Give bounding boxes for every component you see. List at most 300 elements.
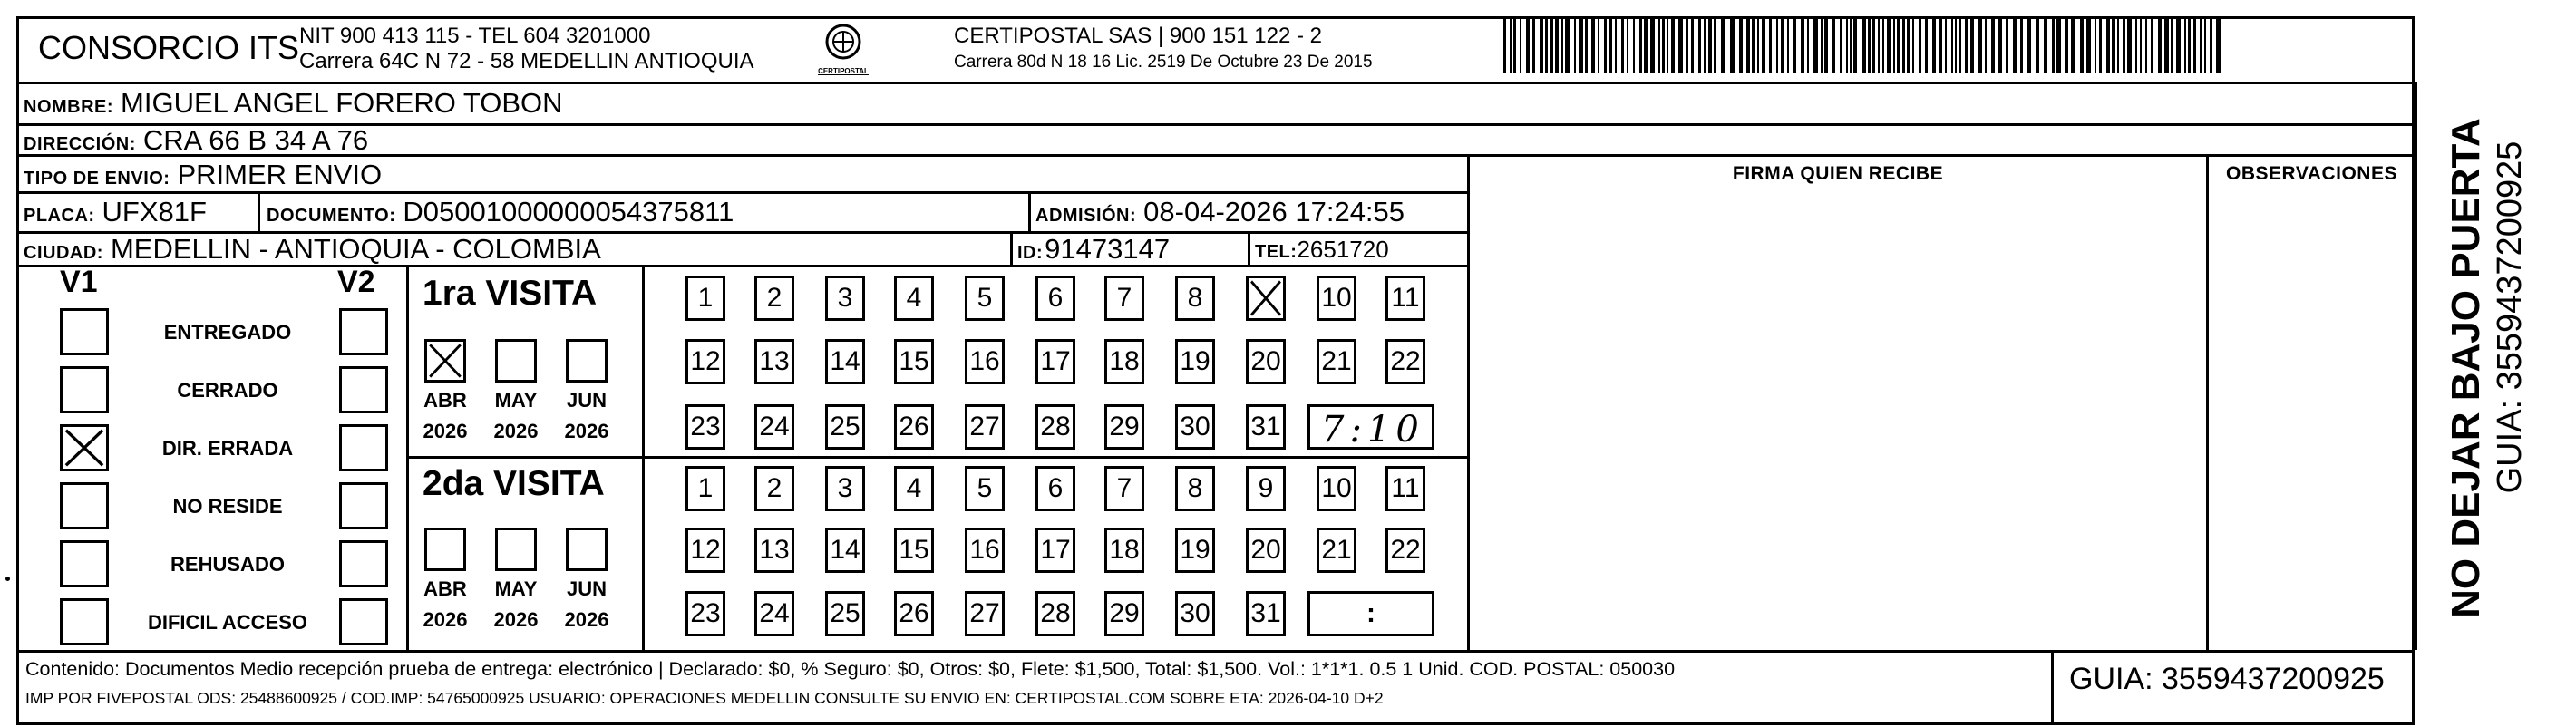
barcode-bar [1912,16,1914,73]
day-checkbox[interactable] [1385,466,1425,511]
barcode-bar [2151,16,2153,73]
nombre-value: MIGUEL ANGEL FORERO TOBON [121,87,563,119]
day-checkbox[interactable] [965,404,1005,450]
barcode-bar [1704,16,1706,73]
visit2-time-value: : [1366,598,1375,628]
day-checkbox[interactable] [1317,466,1356,511]
barcode-bar [2117,16,2119,73]
day-checkbox[interactable] [965,466,1005,511]
barcode-bar [1840,16,1842,73]
barcode-bar [2044,16,2047,73]
day-number: 6 [1047,283,1064,313]
day-number: 9 [1258,473,1274,503]
company-name: CONSORCIO ITS [38,29,300,66]
day-checkbox[interactable] [1104,591,1144,636]
day-number: 31 [1250,598,1281,628]
barcode-bar [2123,16,2125,73]
day-number: 3 [837,473,853,503]
tel-cell [1255,236,1389,264]
barcode-bar [1739,16,1743,73]
day-checkbox[interactable] [1246,404,1286,450]
signature-column-divider [1467,154,1470,650]
barcode-bar [2188,16,2191,73]
barcode-bar [1932,16,1936,73]
day-checkbox[interactable] [965,276,1005,321]
day-number: 15 [899,535,929,565]
barcode-bar [1730,16,1735,73]
day-number: 26 [899,598,929,628]
barcode-bar [1821,16,1823,73]
ciudad-cell [24,233,601,266]
admision-label: ADMISIÓN: [1035,206,1137,226]
barcode-bar [1801,16,1804,73]
barcode-bar [1832,16,1835,73]
barcode-bar [1510,16,1512,73]
day-checkbox[interactable] [1035,404,1075,450]
day-checkbox[interactable] [1317,339,1356,384]
day-number: 7 [1116,283,1132,313]
barcode-bar [2210,16,2212,73]
barcode-bar [2071,16,2075,73]
day-number: 6 [1047,473,1064,503]
month-label: ABR [423,577,467,600]
barcode-bar [2052,16,2055,73]
day-number: 26 [899,412,929,441]
day-checkbox[interactable] [965,591,1005,636]
ciudad-id-divider [1010,231,1013,265]
barcode-bar [2036,16,2039,73]
barcode-bar [1868,16,1871,73]
barcode-bar [1579,16,1583,73]
barcode-bar [1955,16,1957,73]
direccion-row [24,124,368,157]
barcode-bar [1959,16,1961,73]
day-number: 11 [1391,283,1420,313]
barcode-bar [1965,16,1968,73]
day-number: 25 [830,412,860,441]
day-checkbox[interactable] [1385,276,1425,321]
barcode-bar [1503,16,1506,73]
visit-divider [406,456,1467,459]
observations-column-divider [2206,154,2209,650]
day-number: 31 [1250,412,1281,441]
id-value: 91473147 [1045,233,1171,265]
day-checkbox[interactable] [1104,528,1144,573]
barcode-bar [1939,16,1942,73]
day-checkbox[interactable] [1035,528,1075,573]
barcode-bar [1787,16,1789,73]
day-checkbox[interactable] [1246,528,1286,573]
barcode-bar [1561,16,1563,73]
barcode-bar [2200,16,2202,73]
status-visit-divider [406,265,409,650]
day-checkbox[interactable] [1385,528,1425,573]
month-checkbox[interactable] [495,339,537,383]
v1-header: V1 [60,265,98,299]
status-label: ENTREGADO [163,321,292,344]
day-checkbox[interactable] [1246,466,1286,511]
v1-checkbox[interactable] [60,424,109,471]
day-number: 30 [1180,412,1210,441]
barcode-bar [1691,16,1694,73]
nombre-row [24,87,563,120]
barcode-bar [1708,16,1712,73]
month-label: JUN [566,389,607,412]
barcode-bar [1978,16,1982,73]
barcode-bar [1650,16,1655,73]
month-checkbox[interactable] [566,528,608,571]
v1-checkbox[interactable] [60,308,109,355]
placa-label: PLACA: [24,206,95,226]
nombre-label: NOMBRE: [24,97,114,117]
day-checkbox[interactable] [1385,339,1425,384]
barcode-bar [2106,16,2110,73]
day-number: 11 [1391,473,1420,503]
firma-header: FIRMA QUIEN RECIBE [1732,163,1944,184]
day-checkbox[interactable] [1035,591,1075,636]
barcode-bar [1970,16,1974,73]
day-checkbox[interactable] [1104,404,1144,450]
day-number: 28 [1040,598,1071,628]
barcode-bar [1925,16,1928,73]
barcode-bar [2013,16,2017,73]
barcode-bar [1550,16,1553,73]
day-checkbox[interactable] [1175,466,1215,511]
day-checkbox[interactable] [1035,339,1075,384]
side-panel-divider [2415,82,2417,650]
barcode-bar [1945,16,1947,73]
barcode-bar [2127,16,2132,73]
barcode-bar [1671,16,1675,73]
month-label: ABR [423,389,467,412]
barcode-bar [1520,16,1521,73]
status-label: REHUSADO [170,553,285,576]
side-guia: GUIA: 3559437200925 [2491,141,2529,494]
company-line-1: NIT 900 413 115 - TEL 604 3201000 [299,24,651,48]
direccion-value: CRA 66 B 34 A 76 [142,124,369,156]
barcode-bar [1585,16,1588,73]
barcode-bar [1591,16,1595,73]
day-number: 29 [1109,598,1140,628]
year-label: 2026 [423,420,468,442]
day-checkbox[interactable] [685,276,725,321]
day-number: 19 [1180,535,1210,565]
day-number: 13 [759,535,790,565]
barcode-bar [1714,16,1716,73]
barcode-bar [2020,16,2023,73]
documento-label: DOCUMENTO: [267,206,396,226]
barcode-bar [1951,16,1953,73]
day-checkbox[interactable] [825,591,865,636]
day-number: 22 [1390,535,1421,565]
barcode-bar [1919,16,1921,73]
barcode-bar [1813,16,1818,73]
direccion-divider [16,154,2415,157]
visit1-title: 1ra VISITA [423,274,598,313]
day-number: 24 [759,412,790,441]
barcode-bar [2135,16,2137,73]
day-number: 18 [1109,346,1140,376]
month-checkbox[interactable] [566,339,608,383]
day-checkbox[interactable] [754,404,794,450]
day-number: 22 [1390,346,1421,376]
day-checkbox[interactable] [894,339,934,384]
day-checkbox[interactable] [1104,276,1144,321]
month-checkbox[interactable] [424,528,466,571]
barcode-bar [1878,16,1880,73]
barcode-bar [1776,16,1778,73]
day-number: 12 [690,346,721,376]
v2-checkbox[interactable] [339,424,388,471]
day-number: 10 [1321,473,1352,503]
day-checkbox[interactable] [965,339,1005,384]
day-number: 4 [906,283,922,313]
day-checkbox[interactable] [825,466,865,511]
year-label: 2026 [493,608,539,631]
day-number: 29 [1109,412,1140,441]
barcode-bar [2145,16,2147,73]
footer-content: Contenido: Documentos Medio recepción prueba de entrega: electrónico | Declarado: $0, % Seguro: $0, Otros: $0, Flete: $1,500, Total: $1,500. Vol.: 1*1*1. 0.5 1 Unid. COD. POSTAL: 050030 [25,658,1676,680]
barcode-bar [1662,16,1665,73]
barcode-bar [2184,16,2186,73]
barcode-bar [1862,16,1866,73]
day-number: 16 [969,346,1000,376]
day-checkbox[interactable] [1175,404,1215,450]
day-number: 13 [759,346,790,376]
barcode-bar [2158,16,2162,73]
day-number: 24 [759,598,790,628]
day-number: 27 [969,412,1000,441]
day-checkbox[interactable] [685,404,725,450]
day-checkbox[interactable] [1246,591,1286,636]
barcode-bar [2164,16,2169,73]
observaciones-header: OBSERVACIONES [2226,163,2397,184]
visit1-time-box[interactable] [1307,404,1434,450]
month-checkbox[interactable] [424,339,466,383]
day-checkbox[interactable] [1104,466,1144,511]
carrier-line-1: CERTIPOSTAL SAS | 900 151 122 - 2 [954,24,1322,48]
admision-value: 08-04-2026 17:24:55 [1143,196,1405,228]
barcode-bar [1887,16,1891,73]
footer-print-info: IMP POR FIVEPOSTAL ODS: 25488600925 / COD.IMP: 54765000925 USUARIO: OPERACIONES MEDELLIN CONSULTE SU ENVIO EN: CERTIPOSTAL.COM SOBRE ETA: 2026-04-10 D+2 [25,689,1384,707]
id-label: ID: [1017,243,1044,263]
day-checkbox[interactable] [1175,276,1215,321]
day-checkbox[interactable] [754,339,794,384]
v2-checkbox[interactable] [339,366,388,413]
v2-checkbox[interactable] [339,482,388,529]
day-checkbox[interactable] [1317,528,1356,573]
barcode-bar [2112,16,2115,73]
day-number: 23 [690,598,721,628]
barcode-bar [2027,16,2031,73]
day-checkbox[interactable] [825,339,865,384]
barcode-bar [1850,16,1852,73]
tipo-divider [16,191,1467,194]
footer-divider [16,650,2415,653]
barcode-bar [1769,16,1772,73]
day-checkbox[interactable] [894,528,934,573]
day-number: 20 [1250,535,1281,565]
v2-checkbox[interactable] [339,308,388,355]
day-checkbox[interactable] [1317,276,1356,321]
barcode-bar [2056,16,2061,73]
visit2-title: 2da VISITA [423,464,605,503]
month-label: MAY [494,389,538,412]
day-number: 16 [969,535,1000,565]
barcode-bar [2006,16,2008,73]
status-label: DIFICIL ACCESO [147,611,307,634]
nombre-divider [16,123,2415,126]
v2-checkbox[interactable] [339,598,388,645]
placa-cell [24,196,207,228]
day-checkbox[interactable] [685,528,725,573]
day-checkbox[interactable] [1175,528,1215,573]
day-number: 17 [1040,346,1071,376]
barcode-bar [1574,16,1576,73]
day-number: 14 [830,535,860,565]
day-number: 7 [1116,473,1132,503]
day-checkbox[interactable] [1246,339,1286,384]
day-number: 23 [690,412,721,441]
day-number: 21 [1321,346,1352,376]
certipostal-logo-icon [816,22,870,69]
status-label: DIR. ERRADA [161,437,294,460]
day-number: 1 [697,473,714,503]
year-label: 2026 [564,608,609,631]
barcode-bar [1882,16,1884,73]
day-checkbox[interactable] [754,466,794,511]
v1-checkbox[interactable] [60,366,109,413]
visit2-time-box[interactable] [1307,591,1434,636]
carrier-line-2: Carrera 80d N 18 16 Lic. 2519 De Octubre 23 De 2015 [954,53,1373,72]
direccion-label: DIRECCIÓN: [24,134,136,154]
day-checkbox[interactable] [1246,276,1286,321]
barcode-bar [1598,16,1599,73]
month-checkbox[interactable] [495,528,537,571]
barcode-bar [1513,16,1516,73]
barcode-bar [1532,16,1535,73]
footer-guia-divider [2051,650,2054,725]
day-checkbox[interactable] [754,591,794,636]
year-label: 2026 [564,420,609,442]
barcode-bar [1609,16,1612,73]
day-number: 5 [977,283,993,313]
barcode-bar [1746,16,1750,73]
barcode-bar [1853,16,1857,73]
barcode-bar [1872,16,1875,73]
barcode-bar [2216,16,2221,73]
barcode-bar [1686,16,1688,73]
day-checkbox[interactable] [754,276,794,321]
day-number: 28 [1040,412,1071,441]
month-label: MAY [494,577,538,600]
certipostal-logo [816,22,870,76]
v1-checkbox[interactable] [60,598,109,645]
barcode-bar [1985,16,1987,73]
logo-caption: CERTIPOSTAL [818,67,869,75]
day-number: 14 [830,346,860,376]
barcode-bar [1991,16,1995,73]
tipo-value: PRIMER ENVIO [177,159,383,190]
day-checkbox[interactable] [965,528,1005,573]
placa-value: UFX81F [102,196,207,228]
v1-checkbox[interactable] [60,482,109,529]
barcode-bar [1555,16,1559,73]
day-checkbox[interactable] [894,591,934,636]
margin-dot [5,577,10,581]
months-days-divider [642,265,645,650]
day-checkbox[interactable] [685,466,725,511]
barcode-bar [1565,16,1570,73]
day-number: 21 [1321,535,1352,565]
company-line-2: Carrera 64C N 72 - 58 MEDELLIN ANTIOQUIA [299,49,754,73]
day-number: 15 [899,346,929,376]
day-checkbox[interactable] [894,404,934,450]
year-label: 2026 [493,420,539,442]
barcode-bar [2193,16,2196,73]
barcode-bar [1633,16,1635,73]
barcode-bar [1998,16,2002,73]
day-number: 17 [1040,535,1071,565]
visit1-time-value: 7:10 [1321,409,1424,451]
barcode-bar [1757,16,1759,73]
id-tel-divider [1248,231,1250,265]
barcode-bar [1644,16,1648,73]
barcode-bar [2099,16,2102,73]
v1-checkbox[interactable] [60,540,109,587]
day-checkbox[interactable] [1175,591,1215,636]
day-checkbox[interactable] [685,591,725,636]
side-warning: NO DEJAR BAJO PUERTA [2444,118,2488,618]
day-checkbox[interactable] [685,339,725,384]
id-cell [1017,233,1170,266]
barcode-bar [1639,16,1642,73]
day-number: 18 [1109,535,1140,565]
barcode-bar [1545,16,1548,73]
day-checkbox[interactable] [754,528,794,573]
day-checkbox[interactable] [1175,339,1215,384]
x-check-icon [1249,278,1283,318]
barcode-bar [1615,16,1617,73]
day-checkbox[interactable] [1104,339,1144,384]
documento-value: D05001000000054375811 [403,196,734,228]
day-checkbox[interactable] [1035,466,1075,511]
day-checkbox[interactable] [825,276,865,321]
day-number: 2 [766,283,783,313]
barcode-bar [2086,16,2091,73]
day-checkbox[interactable] [1035,276,1075,321]
barcode-bar [2095,16,2096,73]
ciudad-value: MEDELLIN - ANTIOQUIA - COLOMBIA [110,233,601,265]
day-checkbox[interactable] [894,466,934,511]
barcode-bar [1540,16,1543,73]
v2-header: V2 [337,265,375,299]
doc-adm-divider [1028,191,1031,231]
tipo-label: TIPO DE ENVIO: [24,169,170,189]
day-number: 8 [1187,473,1203,503]
barcode-bar [1907,16,1910,73]
barcode-bar [2140,16,2142,73]
day-checkbox[interactable] [825,528,865,573]
day-checkbox[interactable] [894,276,934,321]
day-number: 2 [766,473,783,503]
x-check-icon [63,427,106,469]
day-checkbox[interactable] [825,404,865,450]
v2-checkbox[interactable] [339,540,388,587]
barcode-bar [1902,16,1905,73]
barcode-bar [1897,16,1900,73]
day-number: 10 [1321,283,1352,313]
